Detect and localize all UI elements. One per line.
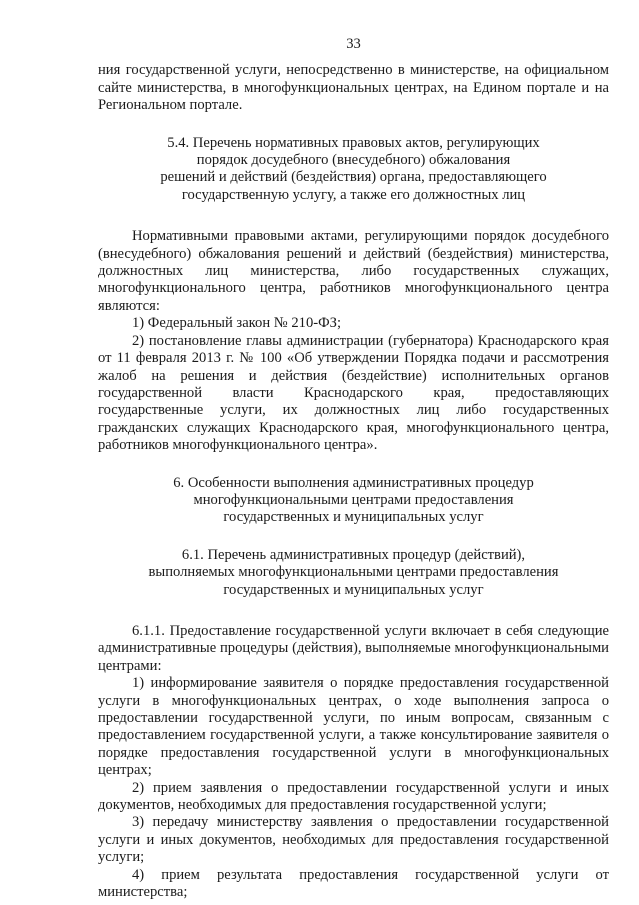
heading-6-1-line: государственных и муниципальных услуг xyxy=(223,581,484,598)
paragraph-5-4: Нормативными правовыми актами, регулирующими порядок досудебного (внесудебного) обжалования решений и действий (бездействия) министерства, должностных лиц министерства, либо государственных служащих, многофункционального центра, работников многофункционального центра являются: xyxy=(98,228,609,314)
heading-5-4 xyxy=(98,135,609,205)
heading-6-1-line: 6.1. Перечень административных процедур (действий), xyxy=(181,546,526,563)
heading-5-4-line: 5.4. Перечень нормативных правовых актов, регулирующих xyxy=(167,134,540,151)
intro-continuation: ния государственной услуги, непосредственно в министерстве, на официальном сайте министерства, в многофункциональных центрах, на Едином портале и на Региональном портале. xyxy=(98,62,609,114)
heading-5-4-line: государственную услугу, а также его должностных лиц xyxy=(181,186,526,203)
document-page xyxy=(98,36,609,901)
heading-6-line: государственных и муниципальных услуг xyxy=(223,509,484,526)
heading-5-4-line: порядок досудебного (внесудебного) обжалования xyxy=(196,152,511,169)
paragraph-6-1-1: 6.1.1. Предоставление государственной услуги включает в себя следующие административные процедуры (действия), выполняемые многофункциональными центрами: xyxy=(98,622,609,674)
heading-6-line: многофункциональными центрами предоставления xyxy=(193,491,514,508)
heading-5-4-line: решений и действий (бездействия) органа, предоставляющего xyxy=(160,169,547,186)
heading-6-1 xyxy=(98,547,609,599)
list-item-5-4-1: 1) Федеральный закон № 210-ФЗ; xyxy=(132,315,342,332)
heading-6-1-line: выполняемых многофункциональными центрами предоставления xyxy=(148,564,559,581)
list-item-5-4-2: 2) постановление главы администрации (губернатора) Краснодарского края от 11 февраля 2013 г. № 100 «Об утверждении Порядка подачи и рассмотрения жалоб на решения и действия (бездействие) исполнительных органов государственной власти Краснодарского края, предоставляющих государственные услуги, их должностных лиц либо государственных гражданских служащих Краснодарского края, многофункционального центра, работников многофункционального центра». xyxy=(98,332,609,454)
page-number: 33 xyxy=(346,36,361,52)
list-item-6-1: 1) информирование заявителя о порядке предоставления государственной услуги в многофункциональных центрах, о ходе выполнения запроса о предоставлении государственной услуги, по иным вопросам, связанным с предоставлением государственной услуги, а также консультирование заявителя о порядке предоставления государственной услуги в многофункциональных центрах; xyxy=(98,675,609,779)
list-item-6-3: 3) передачу министерству заявления о предоставлении государственной услуги и иных документов, необходимых для предоставления государственной услуги; xyxy=(98,814,609,866)
list-item-6-4: 4) прием результата предоставления государственной услуги от министерства; xyxy=(98,866,609,901)
heading-6 xyxy=(98,475,609,527)
list-item-6-2: 2) прием заявления о предоставлении государственной услуги и иных документов, необходимых для предоставления государственной услуги; xyxy=(98,779,609,814)
heading-6-line: 6. Особенности выполнения административных процедур xyxy=(173,474,534,491)
